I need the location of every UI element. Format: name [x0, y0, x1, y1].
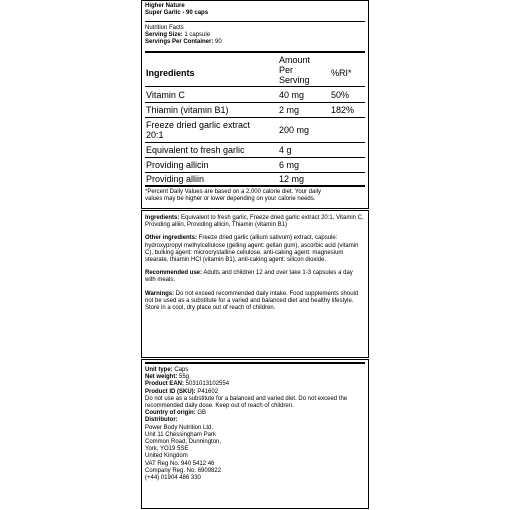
- divider: [145, 21, 365, 22]
- divider: [145, 157, 365, 158]
- distributor-line: Common Road, Dunnington,: [145, 439, 222, 446]
- distributor-line: Power Body Nutrition Ltd.: [145, 424, 214, 431]
- distributor-line: York, YO19 5SE: [145, 446, 189, 453]
- footnote: *Percent Daily Values are based on a 2,000 calorie diet. Your daily values may be higher or lower depending on your calorie needs.: [145, 189, 322, 203]
- distributor-line: VAT Reg No. 940 5412 46: [145, 460, 215, 467]
- unit-type: Unit type: Caps: [145, 367, 189, 373]
- product-ean: Product EAN: 5031013102554: [145, 381, 230, 388]
- serving-size-value: 1 capsule: [184, 32, 211, 39]
- other-ingredients-text: Other ingredients: Freeze dried garlic (allium sativum) extract, capsule: hydroxypropyl methylcellulose (gelling agent: gellan gum), ascorbic acid (vitamin C), bulking agent: microcrystalline cellulose, anti-caking agent: magnesium stearate, thiamin HCl (vitamin B1), anti-caking agent: silicon dioxide.: [145, 235, 359, 264]
- divider: [145, 117, 365, 118]
- servings-per-container-label: Servings Per Container:: [145, 39, 214, 46]
- nutrition-facts-label: Nutrition Facts: [145, 25, 184, 31]
- divider: [145, 142, 365, 143]
- thick-divider: [145, 185, 365, 187]
- net-weight: Net weight: 55g: [145, 374, 190, 381]
- recommended-use-text: Recommended use: Adults and children 12 and over take 1-3 capsules a day with meals.: [145, 270, 353, 284]
- thick-divider: [145, 51, 365, 53]
- ingredients-text: Ingredients: Equivalent to fresh garlic, Freeze dried garlic extract 20:1, Vitamin C, Providing alliin, Providing allicin, Thiamin (vitamin B1): [145, 215, 364, 229]
- thick-divider: [145, 362, 365, 364]
- col-ri-header: %RI*: [331, 68, 352, 78]
- distributor-line: United Kingdom: [145, 453, 188, 460]
- disclaimer: Do not use as a substitute for a balanced and varied diet. Do not exceed the recommended daily dose. Keep out of reach of children.: [145, 395, 348, 410]
- divider: [145, 172, 365, 173]
- country-of-origin: Country of origin: GB: [145, 410, 207, 417]
- header-block: [145, 3, 365, 17]
- brand-name: Higher Nature: [145, 3, 185, 9]
- warnings-text: Warnings: Do not exceed recommended daily intake. Food supplements should not be used as a substitute for a varied and balanced diet and healthy lifestyle. Store in a cool, dry place out of reach of children.: [145, 290, 359, 312]
- ingredients-panel: [141, 210, 369, 358]
- servings-per-container-value: 90: [215, 39, 222, 46]
- product-details-panel: [141, 359, 369, 509]
- product-sku: Product ID (SKU): P41602: [145, 388, 219, 395]
- serving-info: [145, 25, 365, 47]
- distributor-line: (+44) 01904 486 330: [145, 475, 201, 482]
- serving-size-label: Serving Size:: [145, 32, 183, 39]
- distributor-label: Distributor:: [145, 417, 178, 424]
- nutrition-facts-panel: Higher Nature Super Garlic - 90 caps Nutrition Facts Serving Size: 1 capsule Servings Per Container: 90 Ingredients Amount Per Serving %RI* Vitamin C 40 mg 50% Thiamin (vitamin B1) 2 mg 182% Freeze dried garlic extract 20:1 200 mg Equivalent to fresh garlic 4 g Providing allicin 6 mg Providing alliin 12 mg *Percent Daily Values are based on a 2,000 calorie diet. Your daily values may be higher or lower depending on your calorie needs.: [141, 0, 369, 209]
- col-amount-header: Amount Per Serving: [279, 55, 311, 85]
- col-ingredients-header: Ingredients: [146, 68, 195, 78]
- divider: [145, 102, 365, 103]
- distributor-line: Unit 11 Chessingham Park: [145, 431, 216, 438]
- divider: [145, 86, 365, 87]
- product-name: Super Garlic - 90 caps: [145, 10, 209, 17]
- distributor-line: Company Reg. No. 6909822: [145, 467, 222, 474]
